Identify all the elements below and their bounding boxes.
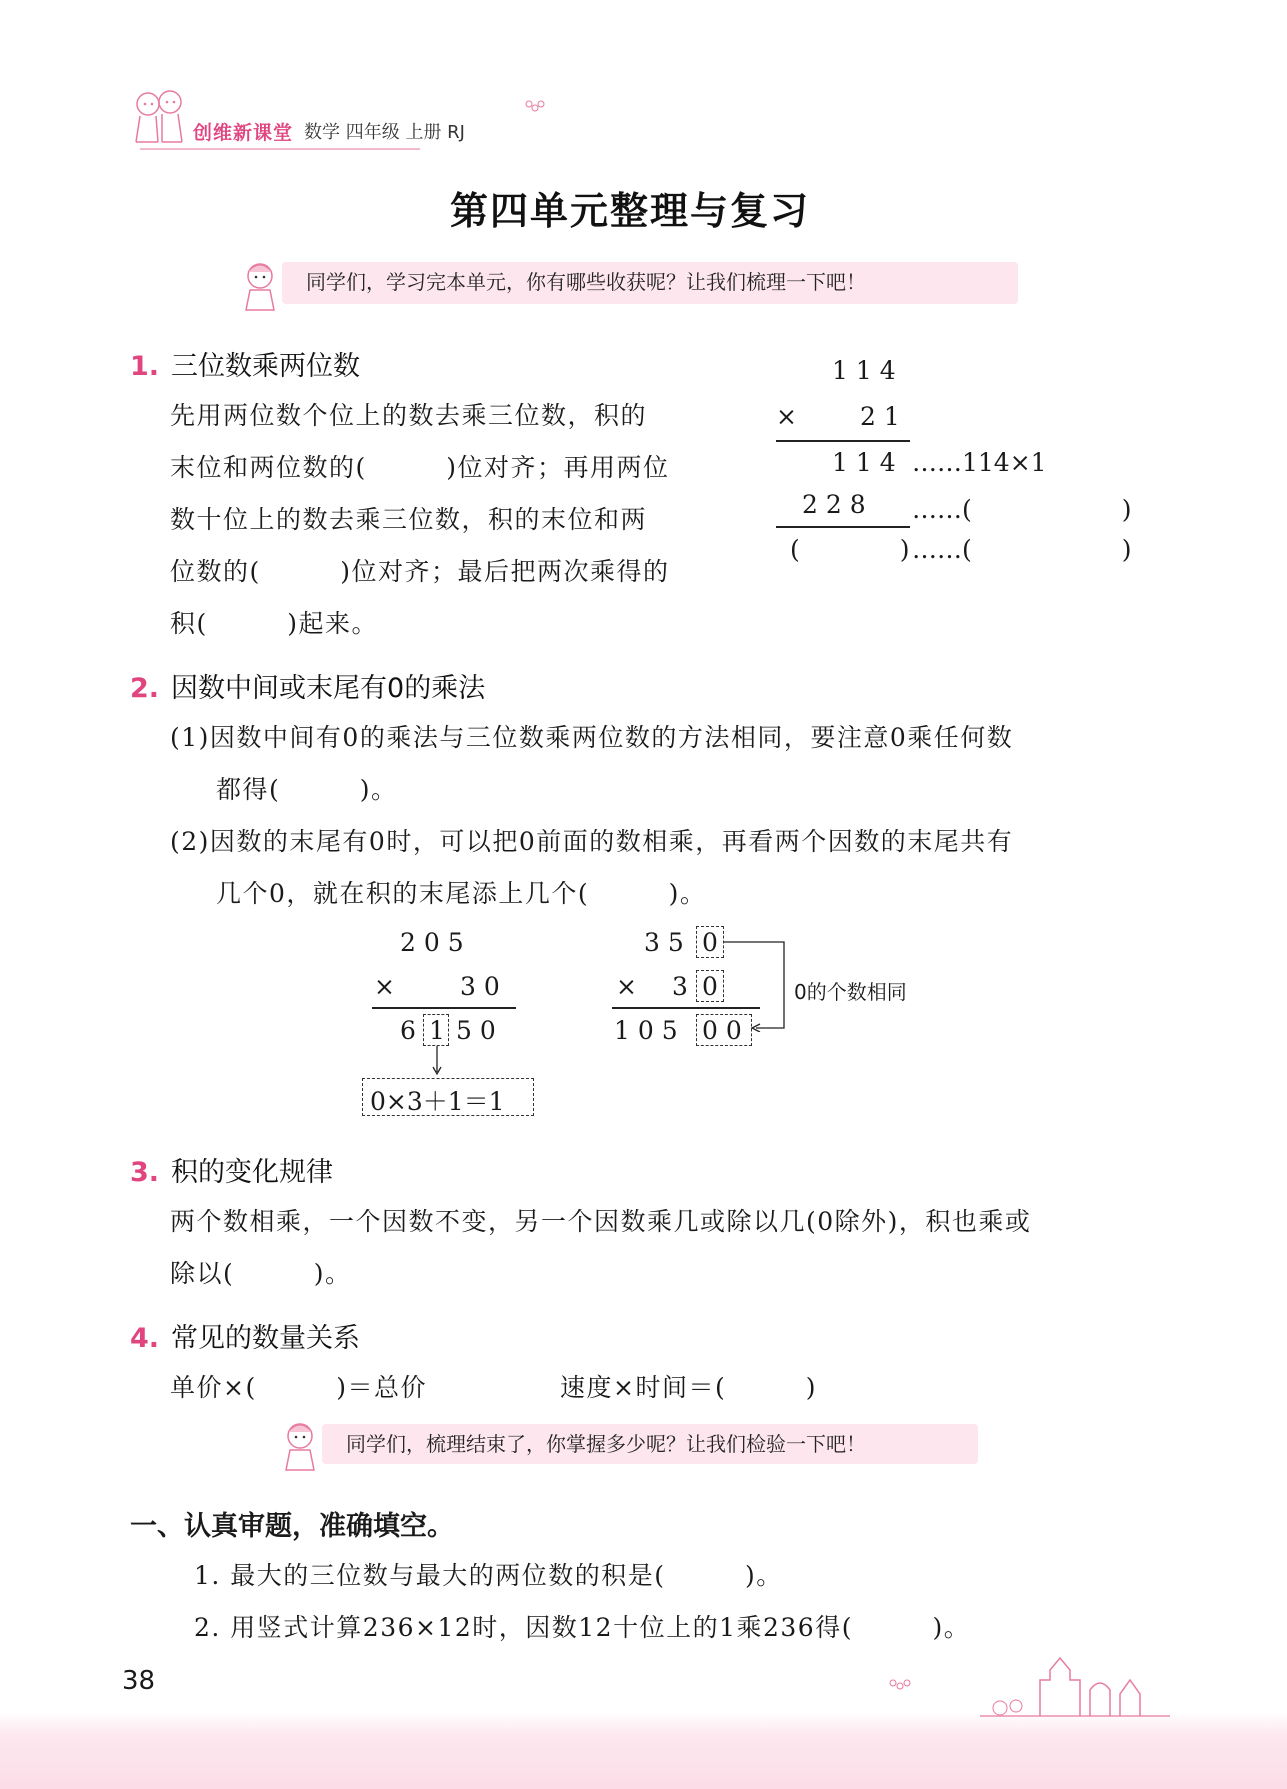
flower-icon-2 (888, 1676, 912, 1696)
calcA-note: 0×3＋1＝1 (370, 1087, 505, 1116)
section-3-heading (130, 1150, 333, 1189)
section-1-number: 1. (130, 351, 160, 382)
sec2-item2-line1: (2)因数的末尾有0时，可以把0前面的数相乘，再看两个因数的末尾共有 (170, 827, 1014, 856)
check-banner: 同学们，梳理结束了，你掌握多少呢？让我们检验一下吧！ (322, 1424, 978, 1464)
calcA-multiplier: 3 0 (460, 972, 500, 1001)
sec3-line-1: 两个数相乘，一个因数不变，另一个因数乘几或除以几(0除外)，积也乘或 (170, 1207, 1032, 1236)
formula-unit-price: 单价×( )＝总价 (170, 1373, 427, 1402)
section-2-number: 2. (130, 673, 160, 704)
calc1-partial-2-note: ……( ) (912, 495, 1132, 524)
calcB-top-pre: 3 5 (644, 928, 684, 957)
header-kids-icon (128, 86, 190, 152)
section-4-title: 常见的数量关系 (171, 1323, 361, 1354)
section-3-number: 3. (130, 1157, 160, 1188)
calc1-multiplier: 2 1 (860, 402, 900, 431)
flower-icon (524, 98, 546, 118)
castle-icon (980, 1650, 1170, 1718)
sec1-line-4: 位数的( )位对齐；最后把两次乘得的 (170, 557, 670, 586)
mascot-icon (238, 258, 282, 314)
sec2-item2-line2: 几个0，就在积的末尾添上几个( )。 (216, 879, 707, 908)
calc1-partial-1: 1 1 4 (832, 448, 896, 477)
sec1-line-1: 先用两位数个位上的数去乘三位数，积的 (170, 401, 648, 430)
sec1-line-5: 积( )起来。 (170, 609, 379, 638)
intro-banner: 同学们，学习完本单元，你有哪些收获呢？让我们梳理一下吧！ (282, 262, 1018, 304)
section-2-heading (130, 666, 485, 705)
calc1-result-note: ……( ) (912, 535, 1132, 564)
calc1-rule-2 (776, 526, 910, 528)
calcB-mult-zero: 0 (702, 972, 718, 1001)
footer-band (0, 1712, 1287, 1789)
calcB-times: × (616, 972, 637, 1001)
section-2-title: 因数中间或末尾有0的乘法 (171, 673, 486, 704)
calcB-mult-pre: 3 (672, 972, 688, 1001)
calcA-result-box: 1 (429, 1016, 445, 1045)
section-4-heading (130, 1316, 360, 1355)
section-4-number: 4. (130, 1323, 160, 1354)
header-underline (140, 148, 420, 150)
down-arrow-icon (428, 1046, 446, 1076)
calcA-result-pre: 6 (400, 1016, 416, 1045)
calcB-top-zero: 0 (702, 928, 718, 957)
calcB-result-zeros: 0 0 (702, 1016, 742, 1045)
calc1-partial-2: 2 2 8 (802, 490, 866, 519)
calc1-times: × (776, 402, 797, 431)
sec2-item1-line1: (1)因数中间有0的乘法与三位数乘两位数的方法相同，要注意0乘任何数 (170, 723, 1014, 752)
sec1-line-2: 末位和两位数的( )位对齐；再用两位 (170, 453, 670, 482)
calc1-result: ( ) (790, 535, 910, 564)
sec1-line-3: 数十位上的数去乘三位数，积的末位和两 (170, 505, 648, 534)
question-1: 1. 最大的三位数与最大的两位数的积是( )。 (194, 1561, 783, 1590)
section-1-heading (130, 344, 360, 383)
calcB-result-pre: 1 0 5 (614, 1016, 678, 1045)
sec2-item1-line2: 都得( )。 (216, 775, 398, 804)
page-number: 38 (122, 1666, 156, 1696)
calcA-result-post: 5 0 (456, 1016, 496, 1045)
calcA-times: × (374, 972, 395, 1001)
calcA-rule (372, 1007, 516, 1009)
calc1-partial-1-note: ……114×1 (912, 448, 1047, 477)
section-3-title: 积的变化规律 (171, 1157, 334, 1188)
calcA-top: 2 0 5 (400, 928, 464, 957)
part-1-heading: 一、认真审题，准确填空。 (130, 1511, 454, 1542)
calc1-rule-1 (776, 440, 910, 442)
bracket-arrow-icon (724, 940, 786, 1032)
sec3-line-2: 除以( )。 (170, 1259, 352, 1288)
subject-label: 数学 四年级 上册 RJ (304, 122, 465, 143)
question-2: 2. 用竖式计算236×12时，因数12十位上的1乘236得( )。 (194, 1613, 971, 1642)
calc1-top: 1 1 4 (832, 356, 896, 385)
formula-speed-time: 速度×时间＝( ) (560, 1373, 817, 1402)
section-1-title: 三位数乘两位数 (171, 351, 361, 382)
calcB-note: 0的个数相同 (794, 980, 907, 1004)
mascot-icon-2 (278, 1418, 322, 1474)
brand-name: 创维新课堂 (193, 122, 294, 144)
page-title: 第四单元整理与复习 (449, 189, 810, 233)
